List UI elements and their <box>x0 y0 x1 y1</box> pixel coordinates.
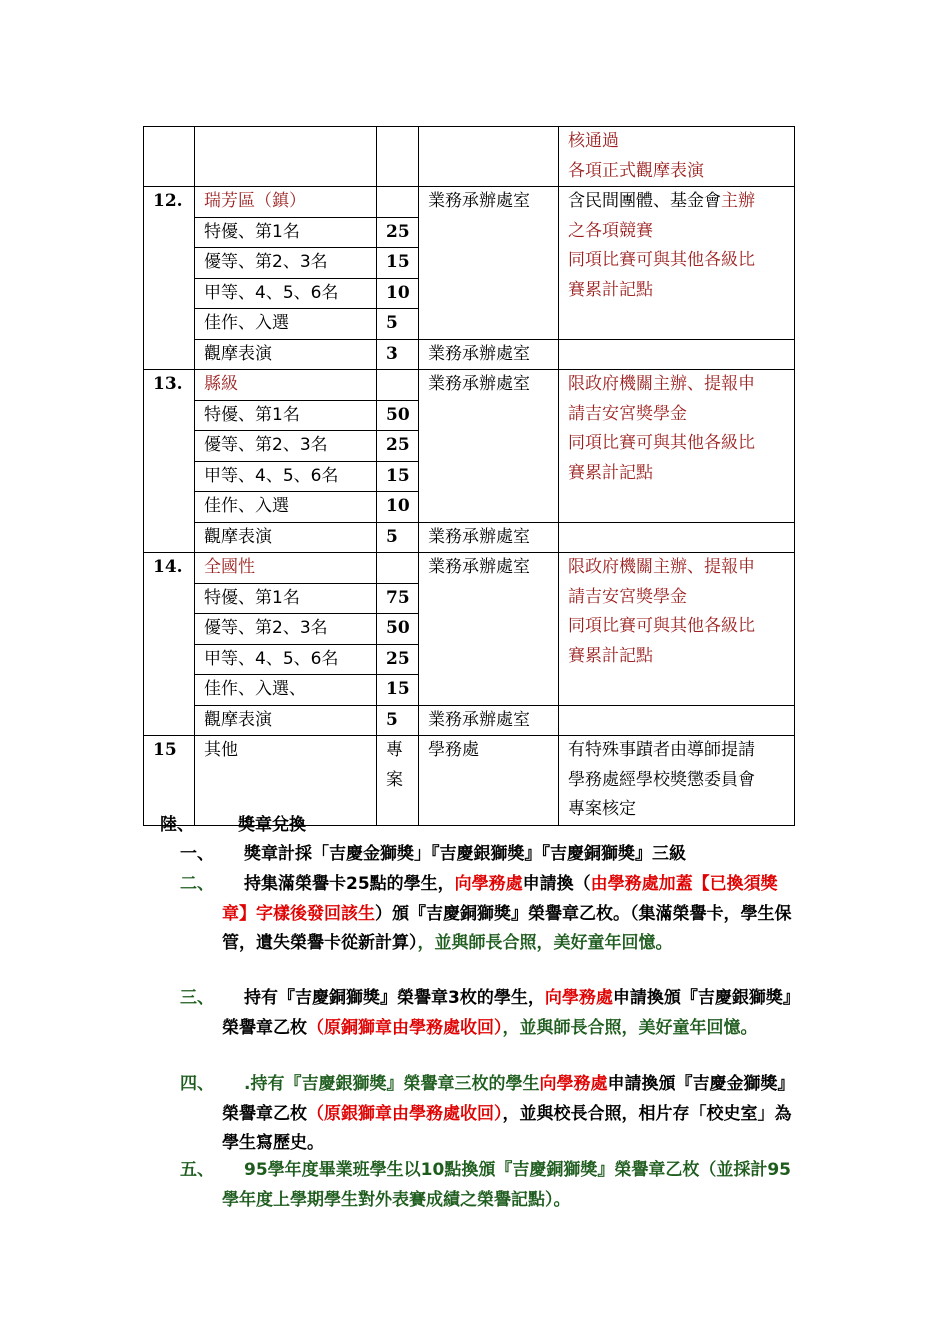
points-value: 專 案 <box>377 736 419 826</box>
award-label: 佳作、入選、 <box>195 675 377 706</box>
item-marker: 三、 <box>180 988 214 1008</box>
row-number: 12. <box>144 187 195 370</box>
points-value: 5 <box>377 522 419 553</box>
note-cell: 含民間團體、基金會主辦 之各項競賽 同項比賽可與其他各級比 賽累計記點 <box>559 187 795 340</box>
points-table <box>143 126 795 826</box>
item-text: .持有『吉慶銀獅獎』榮譽章三枚的學生向學務處申請換頒『吉慶金獅獎』榮譽章乙枚（原銀獅章由學務處收回），並與校長合照，相片存「校史室」為學生寫歷史。 <box>222 1074 795 1153</box>
points-value: 15 <box>377 461 419 492</box>
section-marker: 陸、 <box>160 815 194 835</box>
table-row <box>144 705 795 736</box>
points-value: 75 <box>377 583 419 614</box>
table-row <box>144 553 795 584</box>
level-title: 縣級 <box>195 370 377 401</box>
unit-cell: 學務處 <box>419 736 559 826</box>
item-marker: 五、 <box>180 1160 214 1180</box>
points-value: 3 <box>377 339 419 370</box>
award-label: 甲等、4、5、6名 <box>195 278 377 309</box>
award-label: 優等、第2、3名 <box>195 431 377 462</box>
list-item <box>180 984 800 1043</box>
points-value: 15 <box>377 675 419 706</box>
item-marker: 一、 <box>180 844 214 864</box>
section-title: 獎章兌換 <box>238 815 306 835</box>
list-item <box>180 1156 800 1215</box>
list-item <box>180 1070 800 1159</box>
points-value: 25 <box>377 431 419 462</box>
award-label: 優等、第2、3名 <box>195 614 377 645</box>
points-value: 5 <box>377 309 419 340</box>
unit-cell: 業務承辦處室 <box>419 705 559 736</box>
points-value: 10 <box>377 492 419 523</box>
points-value: 15 <box>377 248 419 279</box>
table-row <box>144 522 795 553</box>
award-label: 甲等、4、5、6名 <box>195 644 377 675</box>
unit-cell: 業務承辦處室 <box>419 370 559 523</box>
award-label: 觀摩表演 <box>195 705 377 736</box>
item-text: 獎章計採「吉慶金獅獎」『吉慶銀獅獎』『吉慶銅獅獎』三級 <box>244 844 686 864</box>
points-value: 50 <box>377 400 419 431</box>
unit-cell: 業務承辦處室 <box>419 339 559 370</box>
unit-cell: 業務承辦處室 <box>419 553 559 706</box>
note-cell: 有特殊事蹟者由導師提請 學務處經學校獎懲委員會 專案核定 <box>559 736 795 826</box>
points-value: 10 <box>377 278 419 309</box>
note-cell: 核通過 各項正式觀摩表演 <box>559 127 795 187</box>
note-cell: 限政府機關主辦、提報申 請吉安宮獎學金 同項比賽可與其他各級比 賽累計記點 <box>559 370 795 523</box>
unit-cell: 業務承辦處室 <box>419 187 559 340</box>
note-cell: 限政府機關主辦、提報申 請吉安宮獎學金 同項比賽可與其他各級比 賽累計記點 <box>559 553 795 706</box>
list-item <box>180 840 800 870</box>
item-marker: 二、 <box>180 874 214 894</box>
item-marker: 四、 <box>180 1074 214 1094</box>
table-row <box>144 187 795 218</box>
award-label: 甲等、4、5、6名 <box>195 461 377 492</box>
award-label: 觀摩表演 <box>195 522 377 553</box>
row-number: 13. <box>144 370 195 553</box>
points-value: 50 <box>377 614 419 645</box>
award-label: 特優、第1名 <box>195 217 377 248</box>
table-row <box>144 370 795 401</box>
section-heading <box>160 811 306 841</box>
level-title: 其他 <box>195 736 377 826</box>
table-row <box>144 127 795 187</box>
award-label: 佳作、入選 <box>195 309 377 340</box>
item-text: 持集滿榮譽卡25點的學生，向學務處申請換（由學務處加蓋【已換須獎章】字樣後發回該生）頒『吉慶銅獅獎』榮譽章乙枚。（集滿榮譽卡，學生保管，遺失榮譽卡從新計算），並與師長合照，美好童年回憶。 <box>222 874 792 953</box>
item-text: 95學年度畢業班學生以10點換頒『吉慶銅獅獎』榮譽章乙枚（並採計95學年度上學期學生對外表賽成績之榮譽記點）。 <box>222 1160 791 1210</box>
award-label: 特優、第1名 <box>195 583 377 614</box>
award-label: 觀摩表演 <box>195 339 377 370</box>
award-label: 佳作、入選 <box>195 492 377 523</box>
award-label: 特優、第1名 <box>195 400 377 431</box>
row-number: 14. <box>144 553 195 736</box>
level-title: 全國性 <box>195 553 377 584</box>
points-value: 25 <box>377 644 419 675</box>
item-text: 持有『吉慶銅獅獎』榮譽章3枚的學生，向學務處申請換頒『吉慶銀獅獎』榮譽章乙枚（原銅獅章由學務處收回），並與師長合照，美好童年回憶。 <box>222 988 800 1038</box>
level-title: 瑞芳區（鎮） <box>195 187 377 218</box>
list-item <box>180 870 800 959</box>
row-number: 15 <box>144 736 195 826</box>
points-value: 25 <box>377 217 419 248</box>
unit-cell: 業務承辦處室 <box>419 522 559 553</box>
award-label: 優等、第2、3名 <box>195 248 377 279</box>
table-row <box>144 339 795 370</box>
points-value: 5 <box>377 705 419 736</box>
